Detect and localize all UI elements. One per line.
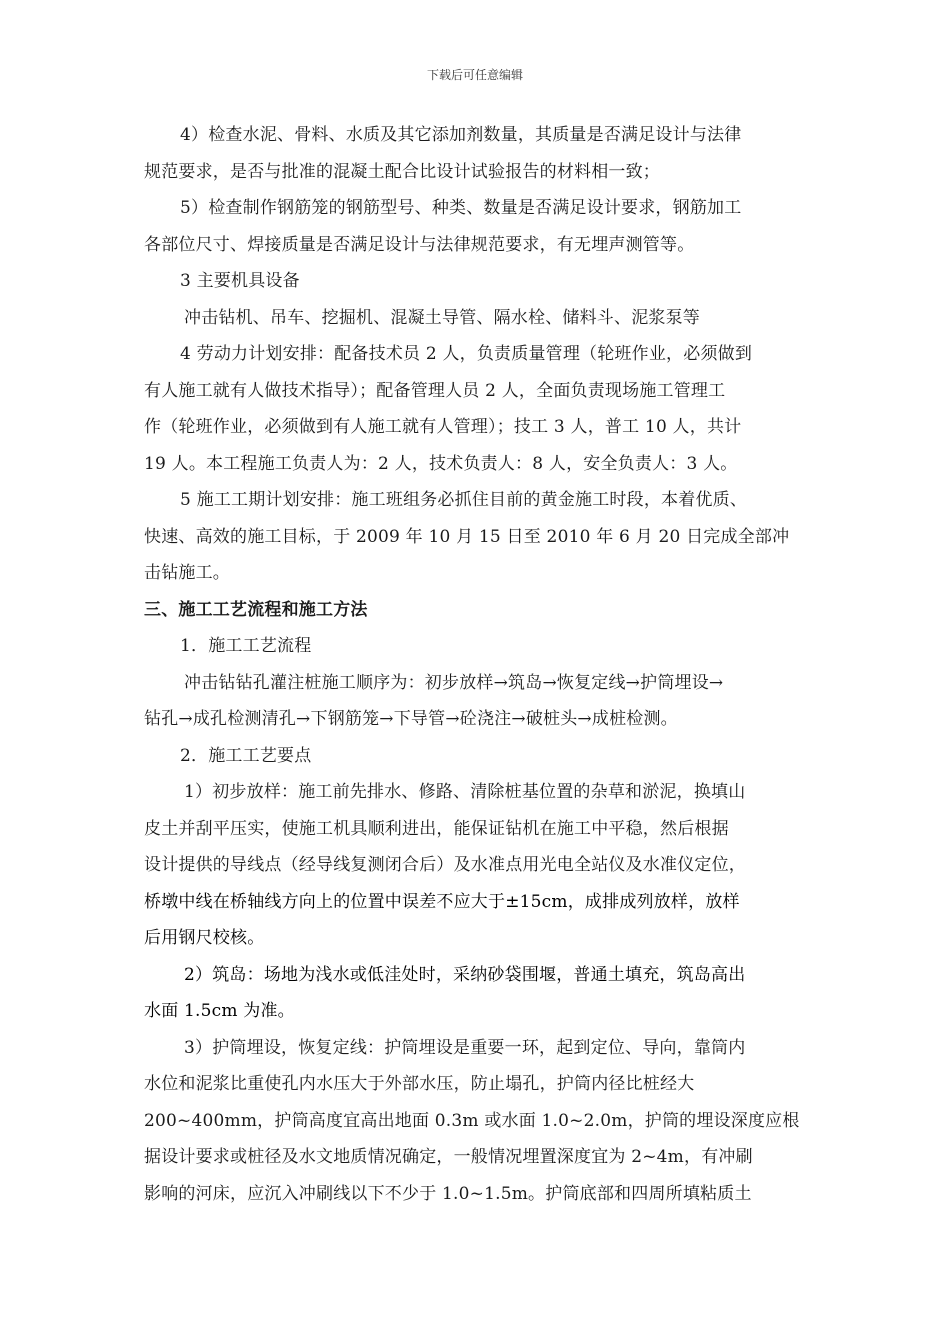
text-line: 5 施工工期计划安排：施工班组务必抓住目前的黄金施工时段，本着优质、 <box>180 490 748 510</box>
text-line: 200~400mm，护筒高度宜高出地面 0.3m 或水面 1.0~2.0m，护筒的埋设深度应根 <box>144 1110 800 1131</box>
text-line: 4）检查水泥、骨料、水质及其它添加剂数量，其质量是否满足设计与法律 <box>180 125 742 145</box>
text-line: 水位和泥浆比重使孔内水压大于外部水压，防止塌孔，护筒内径比桩经大 <box>144 1074 695 1094</box>
text-line: 作（轮班作业，必须做到有人施工就有人管理）；技工 3 人，普工 10 人，共计 <box>144 417 742 437</box>
text-line: 水面 1.5cm 为准。 <box>144 1001 295 1021</box>
text-line: 据设计要求或桩径及水文地质情况确定，一般情况埋置深度宜为 2~4m，有冲刷 <box>144 1147 753 1167</box>
section-heading: 三、施工工艺流程和施工方法 <box>144 599 368 620</box>
text-line: 桥墩中线在桥轴线方向上的位置中误差不应大于±15cm，成排成列放样，放样 <box>144 891 740 912</box>
text-line: 后用钢尺校核。 <box>144 928 265 948</box>
text-line: 规范要求，是否与批准的混凝土配合比设计试验报告的材料相一致； <box>144 161 660 182</box>
text-line: 有人施工就有人做技术指导）；配备管理人员 2 人，全面负责现场施工管理工 <box>144 380 726 401</box>
text-line: 各部位尺寸、焊接质量是否满足设计与法律规范要求，有无埋声测管等。 <box>144 234 695 255</box>
text-line: 1）初步放样：施工前先排水、修路、清除桩基位置的杂草和淤泥，换填山 <box>184 782 746 802</box>
text-line: 影响的河床，应沉入冲刷线以下不少于 1.0~1.5m。护筒底部和四周所填粘质土 <box>144 1183 752 1204</box>
text-line: 冲击钻机、吊车、挖掘机、混凝土导管、隔水栓、储料斗、泥浆泵等 <box>184 307 700 328</box>
text-line: 快速、高效的施工目标，于 2009 年 10 月 15 日至 2010 年 6 月 20 日完成全部冲 <box>144 526 790 547</box>
text-line: 3 主要机具设备 <box>180 271 300 291</box>
text-line: 钻孔→成孔检测清孔→下钢筋笼→下导管→砼浇注→破桩头→成桩检测。 <box>144 709 678 729</box>
text-line: 4 劳动力计划安排：配备技术员 2 人，负责质量管理（轮班作业，必须做到 <box>180 344 753 364</box>
text-line: 冲击钻钻孔灌注桩施工顺序为：初步放样→筑岛→恢复定线→护筒埋设→ <box>184 672 724 693</box>
document-body <box>144 117 808 1212</box>
text-line: 皮土并刮平压实，使施工机具顺利进出，能保证钻机在施工中平稳，然后根据 <box>144 818 729 839</box>
page-header-note: 下载后可任意编辑 <box>426 68 523 82</box>
text-line: 设计提供的导线点（经导线复测闭合后）及水准点用光电全站仪及水准仪定位， <box>144 855 746 875</box>
text-line: 2．施工工艺要点 <box>180 745 312 766</box>
text-line: 3）护筒埋设，恢复定线：护筒埋设是重要一环，起到定位、导向，靠筒内 <box>184 1037 746 1058</box>
text-line: 1．施工工艺流程 <box>180 636 312 656</box>
text-line: 19 人。本工程施工负责人为：2 人，技术负责人：8 人，安全负责人：3 人。 <box>144 453 738 474</box>
text-line: 5）检查制作钢筋笼的钢筋型号、种类、数量是否满足设计要求，钢筋加工 <box>180 198 742 218</box>
text-line: 2）筑岛：场地为浅水或低洼处时，采纳砂袋围堰，普通土填充，筑岛高出 <box>184 964 746 985</box>
text-line: 击钻施工。 <box>144 563 230 583</box>
